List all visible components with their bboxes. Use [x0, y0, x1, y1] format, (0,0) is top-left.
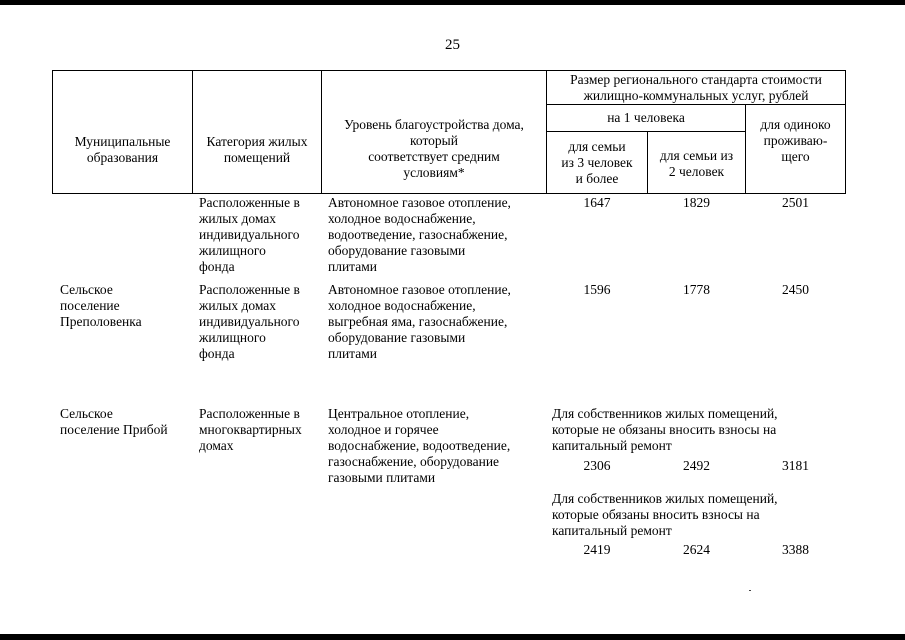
- top-border: [0, 0, 905, 5]
- header-level: Уровень благоустройства дома, который соответствует средним условиям*: [344, 117, 524, 180]
- header-category: Категория жилых помещений: [206, 134, 308, 165]
- row1a-family2: 1829: [683, 195, 710, 210]
- row1b-family3: 1596: [583, 282, 611, 297]
- header-sub-line-1: [546, 104, 846, 105]
- row1b-level: Автономное газовое отопление, холодное водоснабжение, выгребная яма, газоснабжение, оборудование газовыми плитами: [328, 282, 511, 361]
- row2-group1-single: 3181: [782, 458, 809, 473]
- row2-group1-family2: 2492: [683, 458, 710, 473]
- row1b-category: Расположенные в жилых домах индивидуального жилищного фонда: [199, 282, 300, 361]
- row1b-family2: 1778: [683, 282, 710, 297]
- table-left-line: [52, 70, 53, 194]
- row1a-category: Расположенные в жилых домах индивидуального жилищного фонда: [199, 195, 300, 274]
- header-standard: Размер регионального стандарта стоимости жилищно-коммунальных услуг, рублей: [570, 72, 822, 103]
- table-top-line: [52, 70, 846, 71]
- row1b-single: 2450: [782, 282, 809, 297]
- row2-level: Центральное отопление, холодное и горячее водоснабжение, водоотведение, газоснабжение, оборудование газовыми плитами: [328, 406, 511, 485]
- header-single: для одиноко проживаю- щего: [760, 117, 831, 164]
- row2-group2-family3: 2419: [583, 542, 611, 557]
- row2-group2-note: Для собственников жилых помещений, которые обязаны вносить взносы на капитальный ремонт: [552, 491, 778, 538]
- header-sub-line-2: [546, 131, 745, 132]
- row1a-family3: 1647: [583, 195, 611, 210]
- row2-group2-single: 3388: [782, 542, 809, 557]
- row2-group1-note: Для собственников жилых помещений, которые не обязаны вносить взносы на капитальный ремонт: [552, 406, 778, 453]
- row2-municipality: Сельское поселение Прибой: [60, 406, 168, 437]
- header-family2: для семьи из 2 человек: [659, 148, 734, 179]
- header-municipality: Муниципальные образования: [74, 134, 171, 165]
- row1a-level: Автономное газовое отопление, холодное водоснабжение, водоотведение, газоснабжение, оборудование газовыми плитами: [328, 195, 511, 274]
- row1-municipality: Сельское поселение Преполовенка: [60, 282, 142, 329]
- table-right-line: [845, 70, 846, 194]
- row2-group1-family3: 2306: [583, 458, 611, 473]
- header-per-person: на 1 человека: [607, 110, 685, 125]
- page-number: 25: [445, 37, 460, 53]
- col-line-1: [192, 70, 193, 194]
- row2-category: Расположенные в многоквартирных домах: [199, 406, 302, 453]
- bottom-border: [0, 634, 905, 640]
- row2-group2-family2: 2624: [683, 542, 710, 557]
- header-bottom-line: [52, 193, 846, 194]
- scan-speck: [749, 590, 751, 591]
- row1a-single: 2501: [782, 195, 809, 210]
- header-family3: для семьи из 3 человек и более: [561, 139, 633, 186]
